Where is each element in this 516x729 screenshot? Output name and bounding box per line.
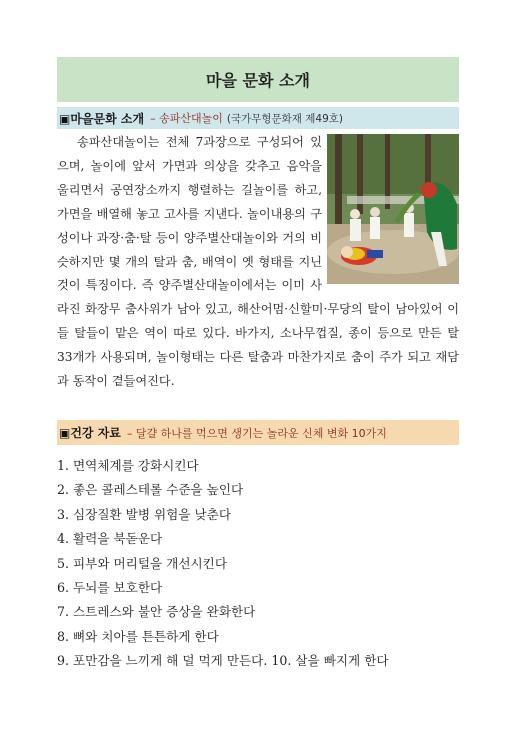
list-item: 5. 피부와 머리털을 개선시킨다: [57, 555, 228, 571]
photo-spacer: [322, 131, 459, 285]
list-item: 1. 면역체계를 강화시킨다: [57, 458, 199, 473]
list-item: 2. 좋은 콜레스테롤 수준을 높인다: [57, 482, 244, 498]
page-title-banner: [57, 57, 459, 102]
section-health-heading: ▣건강 자료: [59, 426, 121, 440]
list-item: 9. 포만감을 느끼게 해 덜 먹게 만든다. 10. 살을 빠지게 한다: [57, 653, 389, 669]
section-health-header: [57, 420, 459, 445]
section-culture-note: (국가무형문화재 제49호): [226, 112, 344, 125]
section-culture-subtitle: – 송파산대놀이: [150, 112, 223, 125]
list-item: 8. 뼈와 치아를 튼튼하게 한다: [57, 628, 219, 644]
culture-paragraph: 송파산대놀이는 전체 7과장으로 구성되어 있으며, 놀이에 앞서 가면과 의상을 갖추고 음악을 울리면서 공연장소까지 행렬하는 길놀이를 하고, 가면을 배열해 놓고 고사를 지낸다. 놀이내용의 구성이나 과장·춤·탈 등이 양주별산대놀이와 거의 비슷하지만 몇 개의 탈과 춤, 배역이 옛 형태를 지닌 것이 특징이다. 즉 양주별산대놀이에서는 이미 사라진 화장무 춤사위가 남아 있고, 해산어멈·신할미·무당의 탈이 남아있어 이들 탈들이 맡은 역이 따로 있다. 바가지, 소나무껍질, 종이 등으로 만든 탈 33개가 사용되며, 놀이형태는 다른 탈춤과 마찬가지로 춤이 주가 되고 재담과 동작이 곁들여진다.: [57, 135, 459, 389]
section-culture-header: [57, 107, 459, 129]
section-culture-heading: ▣마을문화 소개: [59, 111, 145, 126]
list-item: 3. 심장질환 발병 위험을 낮춘다: [57, 506, 232, 522]
section-health-subtitle: – 달걀 하나를 먹으면 생기는 놀라운 신체 변화 10가지: [126, 426, 387, 440]
health-list: [57, 454, 467, 674]
culture-body: [57, 131, 459, 394]
list-item: 4. 활력을 북돋운다: [57, 531, 163, 547]
list-item: 7. 스트레스와 불안 증상을 완화한다: [57, 604, 256, 620]
page-title: 마을 문화 소개: [206, 71, 310, 90]
list-item: 6. 두뇌를 보호한다: [57, 579, 163, 595]
